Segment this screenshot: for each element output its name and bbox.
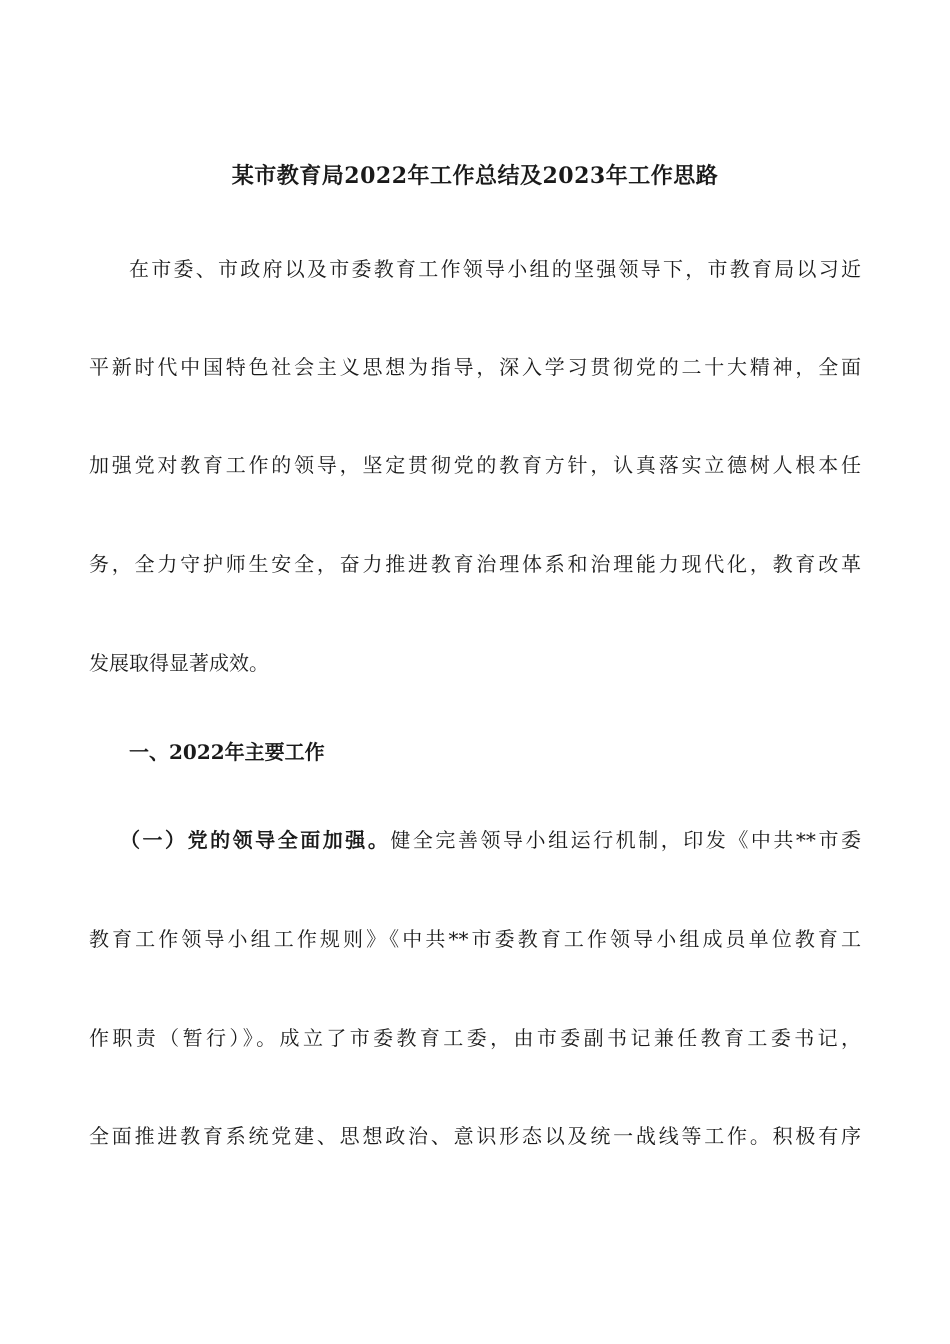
document-title: 某市教育局2022年工作总结及2023年工作思路 [231, 163, 719, 189]
intro-line-3: 加强党对教育工作的领导，坚定贯彻党的教育方针，认真落实立德树人根本任 [89, 453, 861, 477]
subsection-line-4: 全面推进教育系统党建、思想政治、意识形态以及统一战线等工作。积极有序 [89, 1124, 861, 1148]
subsection-line-2: 教育工作领导小组工作规则》《中共**市委教育工作领导小组成员单位教育工 [89, 927, 861, 951]
intro-line-2: 平新时代中国特色社会主义思想为指导，深入学习贯彻党的二十大精神，全面 [89, 355, 861, 379]
intro-line-1: 在市委、市政府以及市委教育工作领导小组的坚强领导下，市教育局以习近 [129, 257, 861, 281]
subsection-line-3: 作职责（暂行）》。成立了市委教育工委，由市委副书记兼任教育工委书记， [89, 1026, 861, 1050]
intro-line-4: 务，全力守护师生安全，奋力推进教育治理体系和治理能力现代化，教育改革 [89, 552, 861, 576]
section-heading: 一、2022年主要工作 [129, 740, 325, 764]
subsection-bold-lead: （一）党的领导全面加强。 [120, 828, 391, 852]
subsection-first-line [120, 822, 861, 858]
intro-line-5: 发展取得显著成效。 [89, 651, 269, 675]
subsection-first-line-rest: 健全完善领导小组运行机制，印发《中共**市委 [390, 828, 861, 852]
